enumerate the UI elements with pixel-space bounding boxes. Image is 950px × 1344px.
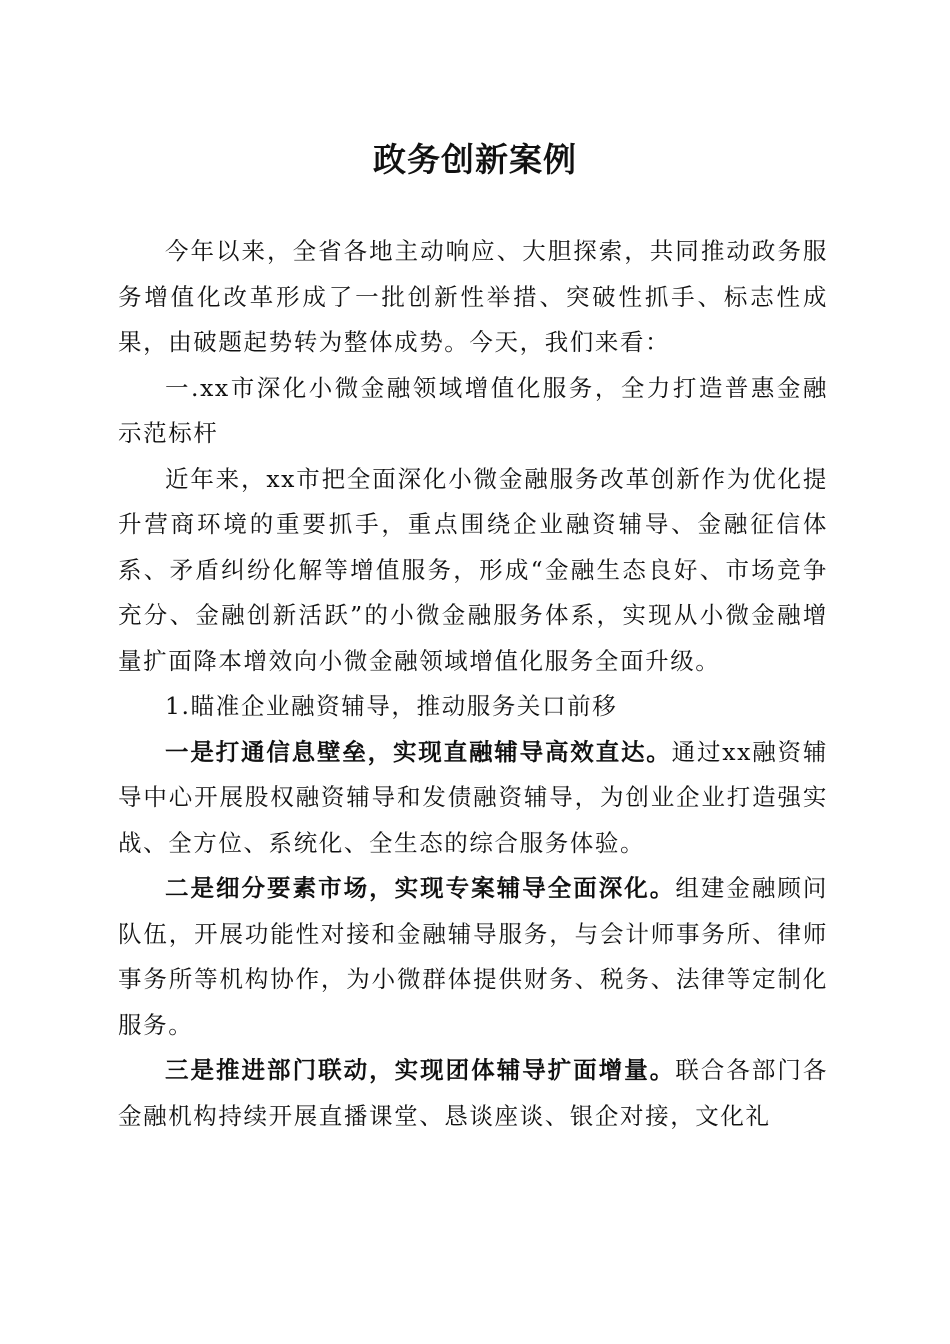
- section-paragraph-1: 近年来，xx市把全面深化小微金融服务改革创新作为优化提升营商环境的重要抓手，重点围绕企业融资辅导、金融征信体系、矛盾纠纷化解等增值服务，形成“金融生态良好、市场竞争充分、金融创新活跃”的小微金融服务体系，实现从小微金融增量扩面降本增效向小微金融领域增值化服务全面升级。: [118, 464, 828, 675]
- point-lead-2: 二是细分要素市场，实现专案辅导全面深化。: [165, 874, 676, 902]
- point-text-2: 组建金融顾问队伍，开展功能性对接和金融辅导服务，与会计师事务所、律师事务所等机构协作，为小微群体提供财务、税务、法律等定制化服务。: [118, 874, 828, 1039]
- point-paragraph-1: [118, 730, 828, 867]
- point-text-1: 通过xx融资辅导中心开展股权融资辅导和发债融资辅导，为创业企业打造强实战、全方位、系统化、全生态的综合服务体验。: [118, 737, 828, 857]
- document-body: [118, 229, 828, 1139]
- point-lead-3: 三是推进部门联动，实现团体辅导扩面增量。: [165, 1056, 676, 1084]
- page-title: 政务创新案例: [373, 140, 577, 179]
- section-heading-1: 一.xx市深化小微金融领域增值化服务，全力打造普惠金融示范标杆: [118, 373, 828, 447]
- point-text-3: 联合各部门各金融机构持续开展直播课堂、恳谈座谈、银企对接，文化礼: [118, 1056, 828, 1130]
- subsection-heading-1: 1.瞄准企业融资辅导，推动服务关口前移: [165, 692, 618, 720]
- point-lead-1: 一是打通信息壁垒，实现直融辅导高效直达。: [165, 737, 672, 766]
- point-paragraph-3: [118, 1048, 828, 1139]
- intro-paragraph: 今年以来，全省各地主动响应、大胆探索，共同推动政务服务增值化改革形成了一批创新性举措、突破性抓手、标志性成果，由破题起势转为整体成势。今天，我们来看：: [118, 237, 828, 356]
- point-paragraph-2: [118, 866, 828, 1048]
